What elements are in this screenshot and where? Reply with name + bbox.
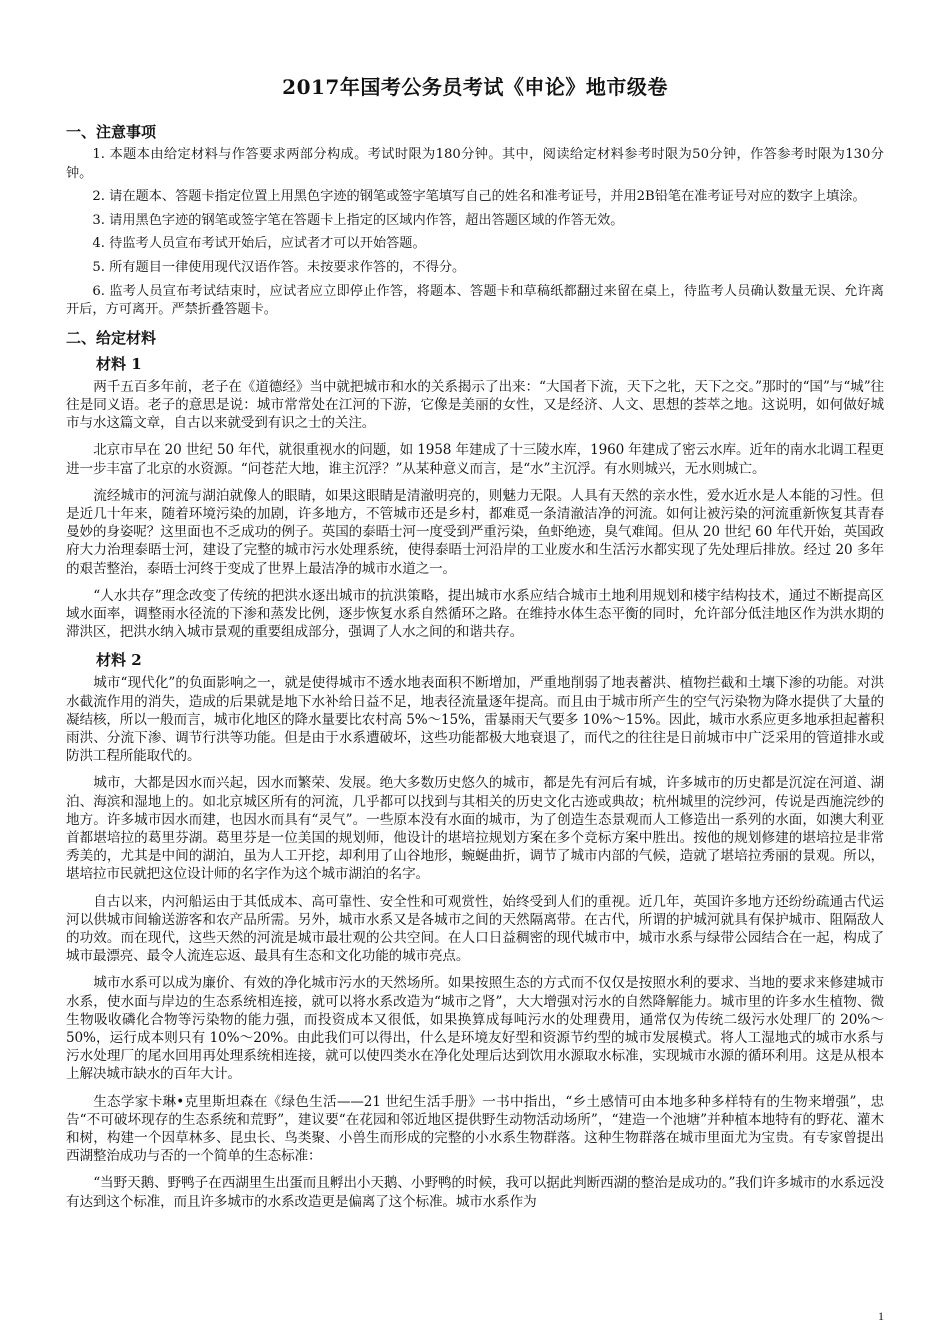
page-number: 1: [878, 1309, 884, 1323]
material-paragraph: 城市“现代化”的负面影响之一，就是使得城市不透水地表面积不断增加，严重地削弱了地表蓄洪、植物拦截和土壤下渗的功能。对洪水截流作用的消失，造成的后果就是地下水补给日益不足，地表径流量逐年提高。而且由于城市所产生的空气污染物为降水提供了大量的凝结核，所以一般而言，城市化地区的降水量要比农村高 5%～15%，雷暴雨天气要多 10%～15%。因此，城市水系应更多地承担起蓄积雨洪、分流下渗、调节行洪等功能。但是由于水系遭破坏，这些功能都极大地衰退了，而代之的往往是日前城市中广泛采用的管道排水或防洪工程所能取代的。: [66, 675, 884, 765]
materials-heading: 二、给定材料: [66, 328, 157, 347]
material-paragraph: “当野天鹅、野鸭子在西湖里生出蛋而且孵出小天鹅、小野鸭的时候，我可以据此判断西湖的整治是成功的。”我们许多城市的水系远没有达到这个标准，而且许多城市的水系改造更是偏离了这个标准。城市水系作为: [66, 1175, 884, 1210]
material-2-body: [66, 674, 884, 1210]
notice-item: 1. 本题本由给定材料与作答要求两部分构成。考试时限为180分钟。其中，阅读给定材料参考时限为50分钟，作答参考时限为130分钟。: [66, 147, 884, 181]
material-paragraph: 两千五百多年前，老子在《道德经》当中就把城市和水的关系揭示了出来：“大国者下流，天下之牝，天下之交。”那时的“国”与“城”往往是同义语。老子的意思是说：城市常常处在江河的下游，它像是美丽的女性，又是经济、人文、思想的荟萃之地。这说明，如何做好城市与水这篇文章，自古以来就受到有识之士的关注。: [66, 378, 884, 432]
document-title: 2017年国考公务员考试《申论》地市级卷: [282, 75, 668, 99]
material-1-body: [66, 378, 884, 642]
material-paragraph: 城市，大都是因水而兴起，因水而繁荣、发展。绝大多数历史悠久的城市，都是先有河后有城，许多城市的历史都是沉淀在河道、湖泊、海滨和湿地上的。如北京城区所有的河流，几乎都可以找到与其相关的历史文化古迹或典故；杭州城里的浣纱河，传说是西施浣纱的地方。许多城市因水而建，也因水而具有“灵气”。一些原本没有水面的城市，为了创造生态景观而人工修造出一系列的水面，如澳大利亚首都堪培拉的葛里芬湖。葛里芬是一位美国的规划师，他设计的堪培拉规划方案在多个竞标方案中胜出。按他的规划修建的堪培拉是非常秀美的，尤其是中间的湖泊，虽为人工开挖，却利用了山谷地形，蜿蜒曲折，调节了城市内部的气候，造就了堪培拉秀丽的景观。所以，堪培拉市民就把这位设计师的名字作为这个城市湖泊的名字。: [66, 775, 884, 883]
material-paragraph: 流经城市的河流与湖泊就像人的眼睛，如果这眼睛是清澈明亮的，则魅力无限。人具有天然的亲水性，爱水近水是人本能的习性。但是近几十年来，随着环境污染的加剧，许多地方，不管城市还是乡村，都难觅一条清澈洁净的河流。如何让被污染的河流重新恢复其青春曼妙的身姿呢？这里面也不乏成功的例子。英国的泰晤士河一度受到严重污染，鱼虾绝迹，臭气难闻。但从 20 世纪 60 年代开始，英国政府大力治理泰晤士河，建设了完整的城市污水处理系统，使得泰晤士河沿岸的工业废水和生活污水都实现了先处理后排放。经过 20 多年的艰苦整治，泰晤士河终于变成了世界上最洁净的城市水道之一。: [66, 487, 884, 577]
material-paragraph: 自古以来，内河船运由于其低成本、高可靠性、安全性和可观赏性，始终受到人们的重视。近几年，英国许多地方还纷纷疏通古代运河以供城市间输送游客和农产品所需。另外，城市水系又是各城市之间的天然隔离带。在古代，所谓的护城河就具有保护城市、阻隔敌人的功效。而在现代，这些天然的河流是城市最壮观的公共空间。在人口日益稠密的现代城市中，城市水系与绿带公园结合在一起，构成了城市最漂亮、最令人流连忘返、最具有生态和文化功能的城市亮点。: [66, 893, 884, 965]
notice-heading: 一、注意事项: [66, 123, 157, 141]
material-paragraph: 生态学家卡琳•克里斯坦森在《绿色生活——21 世纪生活手册》一书中指出，“乡土感情可由本地多种多样特有的生物来增强”，忠告“不可破坏现存的生态系统和荒野”，建议要“在花园和邻近地区提供野生动物活动场所”，“建造一个池塘”并种植本地特有的野花、灌木和树，构建一个因草林多、昆虫长、鸟类聚、小兽生而形成的完整的小水系生物群落。这种生物群落在城市里面尤为宝贵。有专家曾提出西湖整治成功与否的一个简单的生态标准：: [66, 1093, 884, 1165]
notice-item: 5. 所有题目一律使用现代汉语作答。未按要求作答的，不得分。: [92, 259, 466, 275]
material-paragraph: “人水共存”理念改变了传统的把洪水逐出城市的抗洪策略，提出城市水系应结合城市土地利用规划和楼宇结构技术，通过不断提高区域水面率，调整雨水径流的下渗和蒸发比例，逐步恢复水系自然循环之路。在维持水体生态平衡的同时，允许部分低洼地区作为洪水期的滞洪区，把洪水纳入城市景观的重要组成部分，强调了人水之间的和谐共存。: [66, 587, 884, 641]
material-2-heading: 材料 2: [96, 651, 142, 670]
notice-item: 2. 请在题本、答题卡指定位置上用黑色字迹的钢笔或签字笔填写自己的姓名和准考证号，并用2B铅笔在准考证号对应的数字上填涂。: [92, 189, 866, 205]
notice-list: [66, 146, 884, 320]
material-paragraph: 北京市早在 20 世纪 50 年代，就很重视水的问题，如 1958 年建成了十三陵水库，1960 年建成了密云水库。近年的南水北调工程更进一步丰富了北京的水资源。“问苍茫大地，谁主沉浮？”从某种意义而言，是“水”主沉浮。有水则城兴，无水则城亡。: [66, 442, 884, 477]
material-paragraph: 城市水系可以成为廉价、有效的净化城市污水的天然场所。如果按照生态的方式而不仅仅是按照水利的要求、当地的要求来修建城市水系，使水面与岸边的生态系统相连接，就可以将水系改造为“城市之肾”，大大增强对污水的自然降解能力。城市里的许多水生植物、微生物吸收磷化合物等污染物的能力强，而投资成本又很低，如果换算成每吨污水的处理费用，通常仅为传统二级污水处理厂的 20%～50%，运行成本则只有 10%～20%。由此我们可以得出，什么是环境友好型和资源节约型的城市发展模式。将人工湿地式的城市水系与污水处理厂的尾水回用再处理系统相连接，就可以使四类水在净化处理后达到饮用水源取水标准，实现城市水源的循环利用。这是从根本上解决城市缺水的百年大计。: [66, 975, 884, 1083]
notice-item: 6. 监考人员宣布考试结束时，应试者应立即停止作答，将题本、答题卡和草稿纸都翻过来留在桌上，待监考人员确认数量无误、允许离开后，方可离开。严禁折叠答题卡。: [66, 283, 884, 318]
material-1-heading: 材料 1: [96, 354, 142, 373]
notice-item: 3. 请用黑色字迹的钢笔或签字笔在答题卡上指定的区域内作答，超出答题区域的作答无效。: [92, 212, 624, 228]
notice-item: 4. 待监考人员宣布考试开始后，应试者才可以开始答题。: [92, 236, 426, 252]
